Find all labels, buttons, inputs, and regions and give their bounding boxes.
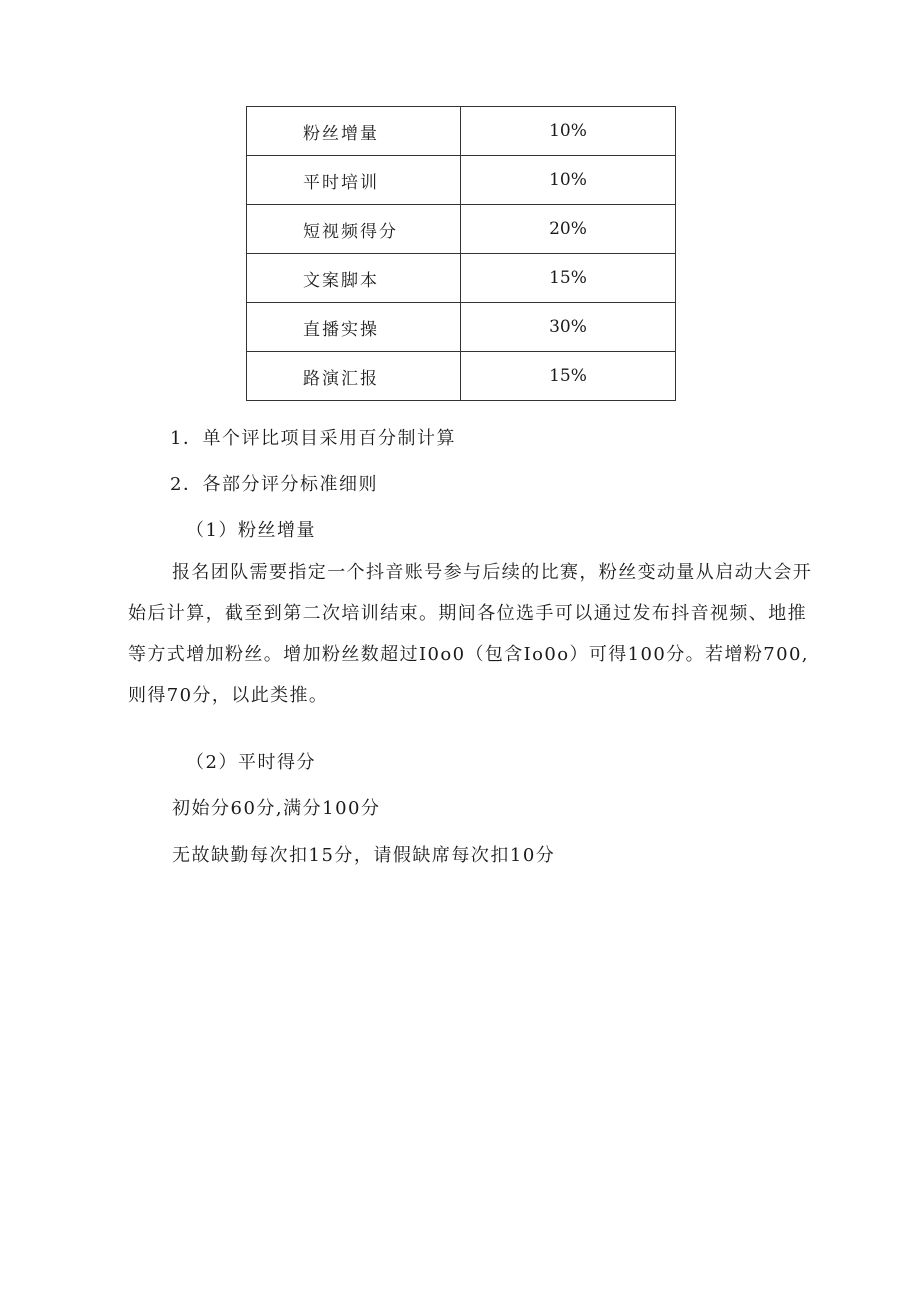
- table-cell-item: 粉丝增量: [247, 107, 461, 156]
- table-cell-item: 路演汇报: [247, 352, 461, 401]
- table-row: [247, 107, 676, 156]
- table-row: [247, 303, 676, 352]
- regular-score-heading: （2）平时得分: [186, 752, 316, 773]
- table-row: [247, 156, 676, 205]
- table-cell-item: 短视频得分: [247, 205, 461, 254]
- table-row: [247, 205, 676, 254]
- table-cell-weight: 15%: [461, 352, 676, 401]
- table-cell-item: 文案脚本: [247, 254, 461, 303]
- table-row: [247, 352, 676, 401]
- table-cell-item: 直播实操: [247, 303, 461, 352]
- table-cell-weight: 30%: [461, 303, 676, 352]
- regular-score-base-text: 初始分60分,满分100分: [172, 798, 381, 819]
- table-cell-item: 平时培训: [247, 156, 461, 205]
- score-weight-table: [246, 106, 676, 401]
- fans-section-heading: （1）粉丝增量: [186, 520, 316, 541]
- point-1-text: 1．单个评比项目采用百分制计算: [170, 428, 456, 449]
- table-row: [247, 254, 676, 303]
- table-cell-weight: 15%: [461, 254, 676, 303]
- table-cell-weight: 10%: [461, 107, 676, 156]
- point-2-heading: 2．各部分评分标准细则: [170, 474, 378, 495]
- fans-rule-paragraph: 报名团队需要指定一个抖音账号参与后续的比赛，粉丝变动量从启动大会开始后计算，截至到第二次培训结束。期间各位选手可以通过发布抖音视频、地推等方式增加粉丝。增加粉丝数超过I0o0（包含Io0o）可得100分。若增粉700,则得70分，以此类推。: [128, 562, 813, 706]
- table-cell-weight: 20%: [461, 205, 676, 254]
- table-cell-weight: 10%: [461, 156, 676, 205]
- regular-score-deduction-text: 无故缺勤每次扣15分，请假缺席每次扣10分: [172, 845, 556, 866]
